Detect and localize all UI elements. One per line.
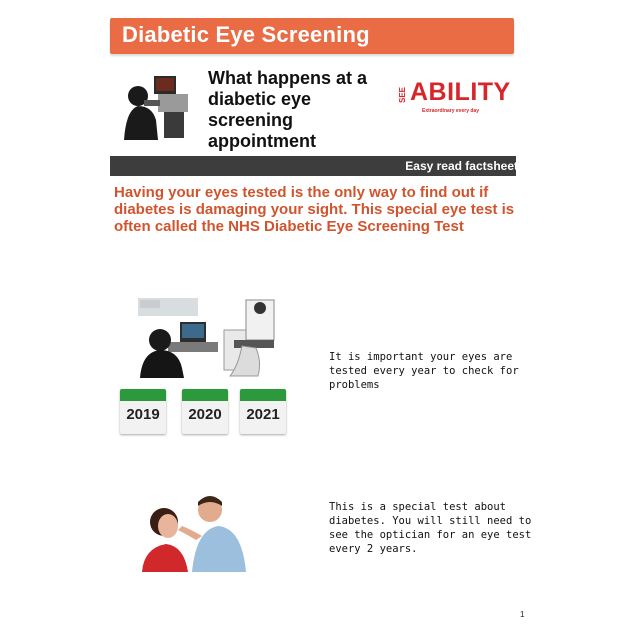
- calendar-tab: [120, 389, 166, 401]
- factsheet-label: Easy read factsheet: [405, 159, 518, 173]
- year-card: [182, 389, 228, 434]
- year-label: 2021: [246, 406, 280, 423]
- year-label: 2020: [188, 406, 222, 423]
- page-title: Diabetic Eye Screening: [122, 22, 370, 47]
- logo-tagline: Extraordinary every day: [422, 108, 479, 114]
- logo-see-text: SEE: [398, 87, 407, 104]
- calendar-tab: [240, 389, 286, 401]
- calendar-tab: [182, 389, 228, 401]
- intro-text: Having your eyes tested is the only way to find out if diabetes is damaging your sight. This special eye test is often called the NHS Diabetic Eye Screening Test: [114, 184, 515, 235]
- eye-camera-illustration: [120, 70, 195, 142]
- optician-illustration: [138, 490, 258, 572]
- year-label: 2019: [126, 406, 160, 423]
- section1-text: It is important your eyes are tested every year to check for problems: [329, 351, 519, 391]
- year-card: [240, 389, 286, 434]
- page-number: 1: [520, 610, 525, 619]
- seeability-logo: [398, 78, 511, 120]
- section2-text: This is a special test about diabetes. You will still need to see the optician for an eye test every 2 years.: [329, 501, 532, 555]
- year-card: [120, 389, 166, 434]
- eye-test-illustration: [138, 296, 284, 378]
- logo-ability-text: ABILITY: [410, 78, 511, 106]
- heading: What happens at a diabetic eye screening appointment: [208, 68, 368, 151]
